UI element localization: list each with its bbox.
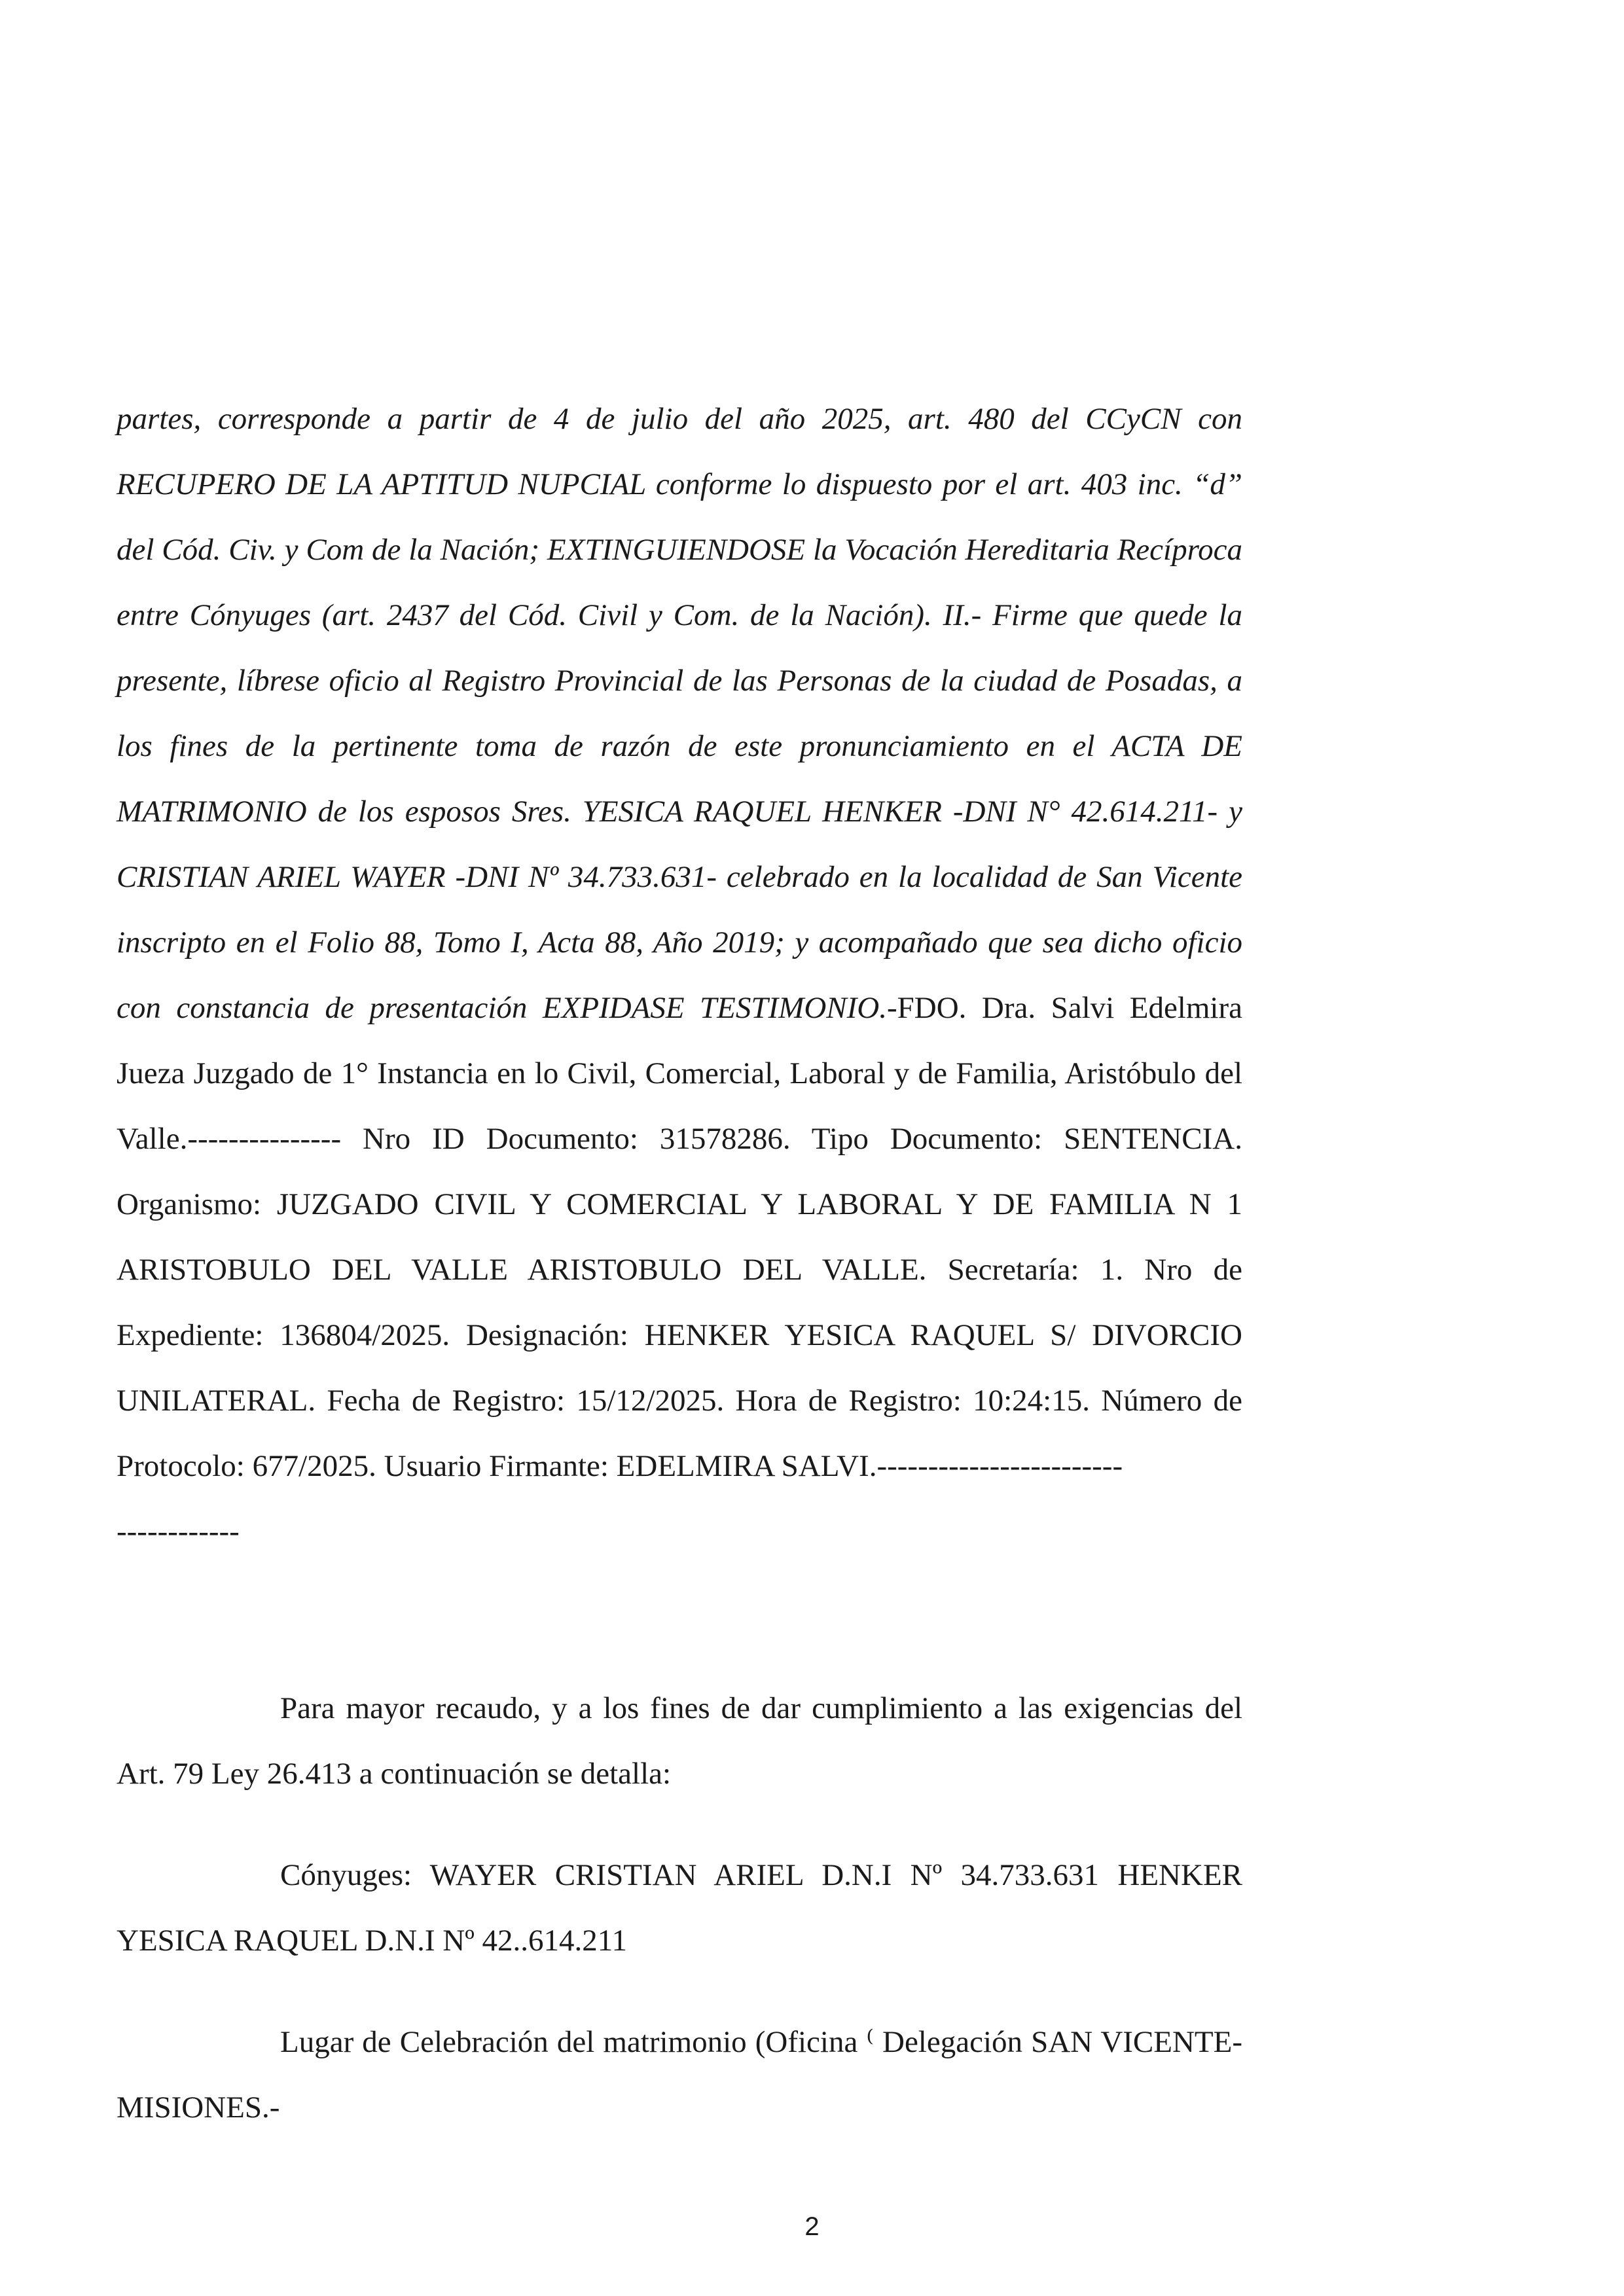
paragraph-lugar: Lugar de Celebración del matrimonio (Oficina ⁽ Delegación SAN VICENTE- MISIONES.- xyxy=(117,2025,1242,2125)
sentence-signature-text: -FDO. Dra. Salvi Edelmira Jueza Juzgado de 1° Instancia en lo Civil, Comercial, Laboral y de Familia, Aristóbulo del Valle.--------------- Nro ID Documento: 31578286. Tipo Documento: SENTENCIA. Organismo: JUZGADO CIVIL Y COMERCIAL Y LABORAL Y DE FAMILIA N 1 ARISTOBULO DEL VALLE ARISTOBULO DEL VALLE. Secretaría: 1. Nro de Expediente: 136804/2025. Designación: HENKER YESICA RAQUEL S/ DIVORCIO UNILATERAL. Fecha de Registro: 15/12/2025. Hora de Registro: 10:24:15. Número de Protocolo: 677/2025. Usuario Firmante: EDELMIRA SALVI.------------------------ xyxy=(117,991,1242,1483)
paragraph-recaudo: Para mayor recaudo, y a los fines de dar cumplimiento a las exigencias del Art. 79 Ley 26.413 a continuación se detalla: xyxy=(117,1691,1242,1791)
details-section xyxy=(117,1676,1242,2140)
paragraph-conyuges: Cónyuges: WAYER CRISTIAN ARIEL D.N.I Nº 34.733.631 HENKER YESICA RAQUEL D.N.I Nº 42..614.211 xyxy=(117,1858,1242,1958)
document-body xyxy=(117,386,1242,1564)
page-number: 2 xyxy=(804,2212,820,2241)
sentence-italic-text: partes, corresponde a partir de 4 de julio del año 2025, art. 480 del CCyCN con RECUPERO DE LA APTITUD NUPCIAL conforme lo dispuesto por el art. 403 inc. “d” del Cód. Civ. y Com de la Nación; EXTINGUIENDOSE la Vocación Hereditaria Recíproca entre Cónyuges (art. 2437 del Cód. Civil y Com. de la Nación). II.- Firme que quede la presente, líbrese oficio al Registro Provincial de las Personas de la ciudad de Posadas, a los fines de la pertinente toma de razón de este pronunciamiento en el ACTA DE MATRIMONIO de los esposos Sres. YESICA RAQUEL HENKER -DNI N° 42.614.211- y CRISTIAN ARIEL WAYER -DNI Nº 34.733.631- celebrado en la localidad de San Vicente inscripto en el Folio 88, Tomo I, Acta 88, Año 2019; y acompañado que sea dicho oficio con constancia de presentación EXPIDASE TESTIMONIO. xyxy=(117,402,1242,1025)
dashes-tail: ------------ xyxy=(117,1515,240,1549)
